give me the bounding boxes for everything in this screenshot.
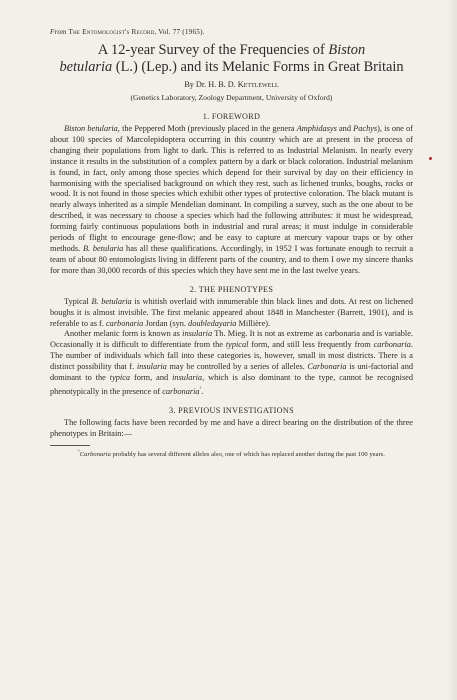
ph2-text-7: form, and bbox=[130, 373, 173, 383]
ink-spot bbox=[429, 157, 432, 160]
ph1-text-1: Typical bbox=[64, 296, 92, 306]
ph2-insularia-3: insularia bbox=[172, 373, 203, 383]
ph2-insularia-2: insularia bbox=[136, 362, 167, 372]
ph1-text-3: Jordan (syn. bbox=[143, 318, 189, 328]
footnote-text: probably has several different alleles also, one of which has replaced another during the past 100 years. bbox=[110, 451, 385, 459]
source-journal: The Entomologist's Record, bbox=[68, 28, 157, 36]
author-by: By Dr. H. B. D. bbox=[184, 80, 238, 89]
footnote-carbonaria: Carbonaria bbox=[79, 451, 111, 459]
ph2-insularia-1: insularia bbox=[182, 329, 213, 339]
ph2-text-2: Th. Mieg. It is not as extreme as carbonaria and is variable. Occasionally it is difficult to differentiate from the bbox=[50, 329, 413, 350]
source-line bbox=[50, 28, 413, 36]
ph1-text-4: Millière). bbox=[236, 318, 271, 328]
previous-paragraph: The following facts have been recorded by me and have a direct bearing on the distribution of the three phenotypes in Britain:— bbox=[50, 417, 413, 438]
title-species-epithet: betularia bbox=[59, 59, 113, 75]
ph1-text-2: is whitish overlaid with innumerable thin black lines and dots. At rest on lichened boughs it is almost invisible. The first melanic appeared about 1848 in Manchester (Barrett, 1901), and is referable to as f. bbox=[50, 296, 413, 328]
footnote-rule bbox=[50, 445, 90, 446]
phenotypes-paragraph-2 bbox=[50, 329, 413, 397]
ph2-carbonaria-1: carbonaria bbox=[373, 340, 411, 350]
ph2-typical: typical bbox=[225, 340, 249, 350]
ph2-carbonaria-3: carbonaria bbox=[162, 386, 200, 396]
section-heading-foreword: 1. FOREWORD bbox=[202, 112, 261, 121]
paper-title bbox=[56, 42, 407, 76]
section-heading-previous: 3. PREVIOUS INVESTIGATIONS bbox=[169, 405, 294, 415]
foreword-text-3: ), is one of about 100 species of Marcolepidoptera occurring in this country which are at present in the process of changing their populations from light to dark. This is referred to as Industrial Melanism. In nearly every instance it results in the substitution of a complex pattern by a dark or black coloration. Industrial melanism is found, in fact, only among those species which depend for their survival by day on their efficiency in harmonising with the specialised background on which they rest, such as lichened trunks, boughs, rocks or wood. It is not found in those species which exhibit other types of protective coloration. The black mutant is nearly always inherited as a simple Mendelian dominant. In compiling a survey, such as the one about to be described, it was necessary to choose a species which had the following attributes: it must be widespread, forming fairly continuous populations both in industrial and rural areas; it must indulge in considerable periods of flight to encourage gene-flow; and be easy to capture at mercury vapour traps or by other methods. bbox=[50, 124, 413, 253]
page-edge-shadow bbox=[447, 0, 457, 700]
foreword-genus-1: Amphidasys bbox=[296, 124, 337, 133]
ph2-typica: typica bbox=[109, 373, 131, 383]
ph2-text-9: . bbox=[201, 386, 204, 396]
ph1-doubledayaria: doubledayaria bbox=[188, 318, 237, 328]
foreword-genus-2: Pachys bbox=[353, 124, 378, 133]
author-name: Kettlewell bbox=[237, 80, 279, 89]
foreword-species: Biston betularia, bbox=[64, 124, 120, 133]
ph2-text-4: . The number of individuals which fall into these categories is, however, small in most districts. There is a distinct possibility that f. bbox=[50, 340, 413, 372]
section-heading-phenotypes: 2. THE PHENOTYPES bbox=[189, 284, 274, 294]
author-line bbox=[50, 80, 413, 89]
footnote-ref: ¹ bbox=[199, 385, 202, 392]
foreword-text-4: has all these qualifications. Accordingly, in 1952 I was fortunate enough to recruit a team of about 80 entomologists living in different parts of the country, and to them I owe my sincere thanks for more than 30,000 records of this species which they have sent me in the last twelve years. bbox=[50, 243, 413, 275]
ph2-carbonaria-2: Carbonaria bbox=[307, 362, 347, 372]
source-from: From bbox=[50, 28, 67, 36]
foreword-text-1: the Peppered Moth (previously placed in the genera bbox=[119, 124, 297, 133]
ph2-text-3: form, and still less frequently from bbox=[248, 340, 374, 350]
ph1-species: B. betularia bbox=[91, 296, 132, 306]
ph2-text-6: is uni-factorial and dominant to the bbox=[50, 362, 413, 383]
footnote-mark: ¹ bbox=[78, 449, 80, 456]
foreword-text-2: and bbox=[336, 124, 354, 133]
title-pre: A 12-year Survey of the Frequencies of bbox=[97, 42, 329, 58]
footnote bbox=[50, 448, 413, 459]
foreword-paragraph bbox=[50, 124, 413, 277]
ph2-text-5: may be controlled by a series of alleles. bbox=[166, 362, 308, 372]
source-volume: Vol. 77 (1965). bbox=[158, 28, 205, 36]
ph2-text-8: , which is also dominant to the type, cannot be recognised phenotypically in the presence of bbox=[50, 373, 414, 396]
phenotypes-paragraph-1 bbox=[50, 297, 413, 330]
title-post: (L.) (Lep.) and its Melanic Forms in Great Britain bbox=[112, 59, 404, 75]
affiliation: (Genetics Laboratory, Zoology Department, University of Oxford) bbox=[130, 93, 333, 102]
ph1-carbonaria: carbonaria bbox=[105, 318, 144, 328]
title-species-genus: Biston bbox=[328, 42, 366, 58]
foreword-species-abbrev: B. betularia bbox=[82, 243, 124, 253]
ph2-text-1: Another melanic form is known as bbox=[64, 329, 183, 339]
